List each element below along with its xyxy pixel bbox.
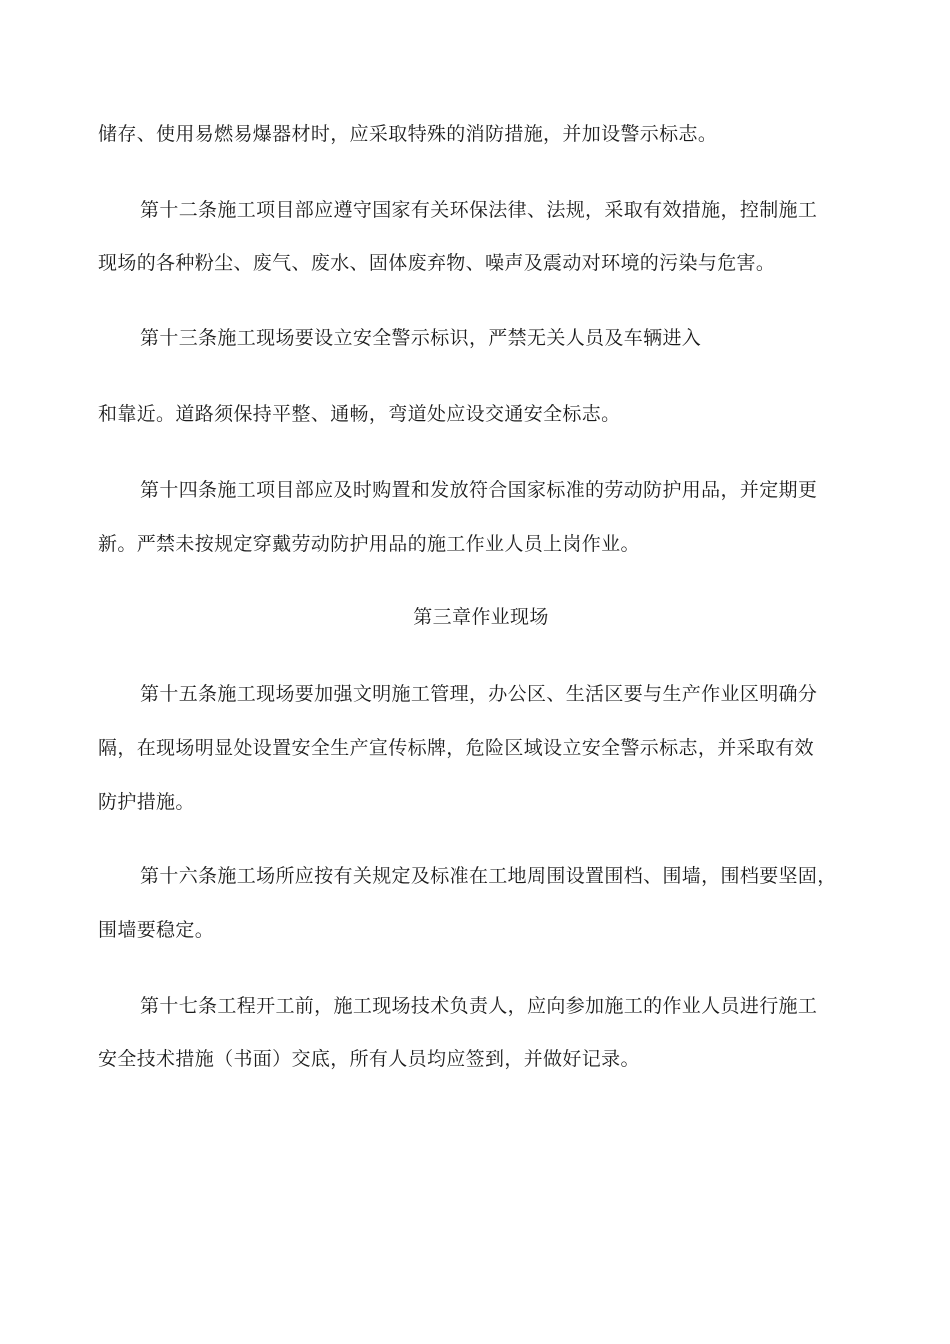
article-17-line-1: 第十七条工程开工前，施工现场技术负责人，应向参加施工的作业人员进行施工: [140, 995, 818, 1017]
article-14-line-2: 新。严禁未按规定穿戴劳动防护用品的施工作业人员上岗作业。: [98, 533, 640, 555]
article-13-line-1: 第十三条施工现场要设立安全警示标识，严禁无关人员及车辆进入: [140, 327, 702, 349]
article-13-line-2: 和靠近。道路须保持平整、通畅，弯道处应设交通安全标志。: [98, 403, 621, 425]
article-15-line-3: 防护措施。: [98, 791, 195, 813]
article-12-line-2: 现场的各种粉尘、废气、废水、固体废弃物、噪声及震动对环境的污染与危害。: [98, 252, 776, 274]
chapter-heading: 第三章作业现场: [413, 606, 549, 628]
article-12-line-1: 第十二条施工项目部应遵守国家有关环保法律、法规，采取有效措施，控制施工: [140, 199, 818, 221]
article-16-line-1: 第十六条施工场所应按有关规定及标准在工地周围设置围档、围墙，围档要坚固，: [140, 865, 837, 887]
article-17-line-2: 安全技术措施（书面）交底，所有人员均应签到，并做好记录。: [98, 1048, 640, 1070]
article-14-line-1: 第十四条施工项目部应及时购置和发放符合国家标准的劳动防护用品，并定期更: [140, 479, 818, 501]
article-15-line-1: 第十五条施工现场要加强文明施工管理，办公区、生活区要与生产作业区明确分: [140, 683, 818, 705]
article-16-line-2: 围墙要稳定。: [98, 919, 215, 941]
paragraph-line: 储存、使用易燃易爆器材时，应采取特殊的消防措施，并加设警示标志。: [98, 123, 718, 145]
article-15-line-2: 隔，在现场明显处设置安全生产宣传标牌，危险区域设立安全警示标志，并采取有效: [98, 737, 814, 759]
